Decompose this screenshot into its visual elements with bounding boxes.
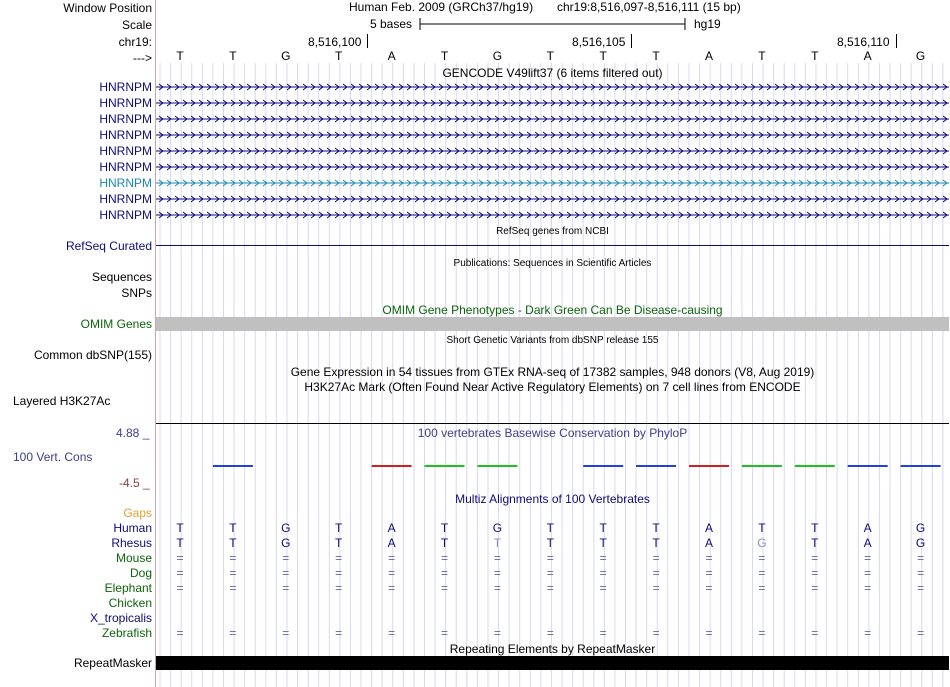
gencode-item-track[interactable] xyxy=(156,81,950,93)
conservation-glyph xyxy=(689,465,729,467)
refseq-label[interactable]: RefSeq Curated xyxy=(65,239,152,253)
conservation-glyph xyxy=(901,465,941,467)
alignment-cell: T xyxy=(652,521,660,535)
alignment-cell: G xyxy=(492,521,503,535)
alignment-cell: = xyxy=(599,626,607,640)
species-label[interactable]: Mouse xyxy=(115,551,152,565)
conservation-glyph xyxy=(583,465,623,467)
alignment-cell: = xyxy=(917,566,925,580)
scale-text: 5 bases xyxy=(370,17,413,31)
gencode-item-track[interactable] xyxy=(156,97,950,109)
alignment-cell: = xyxy=(493,581,501,595)
alignment-cell: = xyxy=(388,581,396,595)
alignment-cell: A xyxy=(387,536,396,550)
alignment-cell: T xyxy=(335,536,343,550)
alignment-cell: = xyxy=(599,581,607,595)
gencode-item-label[interactable]: HNRNPM xyxy=(99,208,152,222)
omim-track-title: OMIM Gene Phenotypes - Dark Green Can Be Disease-causing xyxy=(382,303,723,317)
base-letter: T xyxy=(229,49,237,63)
gencode-item-track[interactable] xyxy=(156,145,950,157)
omim-bar[interactable] xyxy=(156,317,949,331)
alignment-cell: = xyxy=(176,551,184,565)
alignment-cell: = xyxy=(546,581,554,595)
h3k27ac-track-title: H3K27Ac Mark (Often Found Near Active Regulatory Elements) on 7 cell lines from ENCODE xyxy=(304,380,801,394)
alignment-cell: = xyxy=(440,581,448,595)
ruler-tick-1: 8,516,100 xyxy=(308,35,362,49)
gencode-item-label[interactable]: HNRNPM xyxy=(99,176,152,190)
conservation-glyph xyxy=(372,465,412,467)
db-text: hg19 xyxy=(694,17,721,31)
base-letter: A xyxy=(387,49,396,63)
gencode-item-track[interactable] xyxy=(156,161,950,173)
base-letter: T xyxy=(652,49,660,63)
base-letter: G xyxy=(492,49,503,63)
base-letter: G xyxy=(281,49,291,63)
alignment-cell: = xyxy=(546,566,554,580)
alignment-cell: = xyxy=(811,626,819,640)
species-label[interactable]: Elephant xyxy=(104,581,152,595)
alignment-cell: = xyxy=(440,566,448,580)
alignment-cell: = xyxy=(811,551,819,565)
alignment-cell: T xyxy=(493,536,502,550)
alignment-cell: = xyxy=(335,551,343,565)
alignment-cell: G xyxy=(757,536,767,550)
alignment-cell: = xyxy=(546,551,554,565)
assembly-text: Human Feb. 2009 (GRCh37/hg19) xyxy=(349,0,534,14)
conservation-glyph xyxy=(477,465,517,467)
alignment-cell: = xyxy=(229,566,237,580)
dbsnp-label[interactable]: Common dbSNP(155) xyxy=(33,348,152,362)
alignment-cell: = xyxy=(811,581,819,595)
alignment-cell: = xyxy=(176,626,184,640)
conservation-max-label: 4.88 _ xyxy=(116,426,150,440)
alignment-cell: A xyxy=(387,521,396,535)
alignment-cell: = xyxy=(652,551,660,565)
conservation-glyph xyxy=(848,465,888,467)
gencode-item-label[interactable]: HNRNPM xyxy=(99,192,152,206)
refseq-gene-line[interactable] xyxy=(156,245,949,246)
alignment-cell: = xyxy=(440,626,448,640)
gencode-item-label[interactable]: HNRNPM xyxy=(99,128,152,142)
ruler-tick-3: 8,516,110 xyxy=(837,35,890,49)
window-position-label: Window Position xyxy=(63,1,152,15)
alignment-cell: = xyxy=(335,566,343,580)
alignment-cell: T xyxy=(546,521,554,535)
alignment-cell: = xyxy=(864,581,872,595)
alignment-cell: = xyxy=(493,566,501,580)
sequences-label[interactable]: Sequences xyxy=(91,270,152,284)
alignment-cell: = xyxy=(705,566,713,580)
base-letter: T xyxy=(176,49,184,63)
alignment-cell: = xyxy=(493,626,501,640)
alignment-cell: T xyxy=(176,521,184,535)
conservation-glyph xyxy=(213,465,253,467)
gtex-track-title: Gene Expression in 54 tissues from GTEx RNA-seq of 17382 samples, 948 donors (V8, Aug 2019) xyxy=(290,365,815,379)
snps-label[interactable]: SNPs xyxy=(121,286,152,300)
alignment-cell: = xyxy=(917,626,925,640)
alignment-cell: = xyxy=(705,581,713,595)
repeatmasker-bar[interactable] xyxy=(156,656,949,670)
h3k27ac-label[interactable]: Layered H3K27Ac xyxy=(13,394,111,408)
conservation-glyph xyxy=(742,465,782,467)
conservation-track-title: 100 vertebrates Basewise Conservation by PhyloP xyxy=(417,426,688,440)
gencode-item-track[interactable] xyxy=(156,129,950,141)
alignment-cell: = xyxy=(652,626,660,640)
alignment-cell: T xyxy=(546,536,554,550)
position-text[interactable]: chr19:8,516,097-8,516,111 (15 bp) xyxy=(557,0,741,14)
alignment-cell: A xyxy=(863,536,872,550)
gencode-item-track[interactable] xyxy=(156,113,950,125)
scale-bar xyxy=(419,17,687,31)
h3k27ac-baseline xyxy=(156,423,949,424)
base-letter: A xyxy=(863,49,872,63)
chrom-label: chr19: xyxy=(118,35,152,49)
conservation-glyph xyxy=(795,465,835,467)
scale-label: Scale xyxy=(121,18,152,32)
alignment-cell: = xyxy=(282,566,290,580)
alignment-cell: = xyxy=(229,581,237,595)
ruler-tick-mark-3 xyxy=(896,34,897,48)
omim-label[interactable]: OMIM Genes xyxy=(80,317,152,331)
repeatmasker-track-title: Repeating Elements by RepeatMasker xyxy=(449,642,656,656)
dbsnp-track-title: Short Genetic Variants from dbSNP release 155 xyxy=(446,335,659,346)
alignment-cell: G xyxy=(915,536,926,550)
alignment-cell: T xyxy=(229,536,237,550)
species-label[interactable]: Dog xyxy=(129,566,152,580)
gencode-item-label[interactable]: HNRNPM xyxy=(99,144,152,158)
gencode-item-track[interactable] xyxy=(156,193,950,205)
ruler-tick-mark-2 xyxy=(631,34,632,48)
alignment-cell: = xyxy=(176,581,184,595)
alignment-cell: = xyxy=(864,566,872,580)
alignment-cell: T xyxy=(229,521,237,535)
alignment-cell: = xyxy=(705,626,713,640)
alignment-cell: G xyxy=(915,521,926,535)
gencode-track-title: GENCODE V49lift37 (6 items filtered out) xyxy=(442,66,663,80)
base-letter: T xyxy=(440,49,449,63)
base-letter: T xyxy=(599,49,607,63)
alignment-cell: T xyxy=(811,536,819,550)
alignment-cell: = xyxy=(652,581,660,595)
alignment-cell: G xyxy=(281,521,291,535)
gencode-item-label[interactable]: HNRNPM xyxy=(99,160,152,174)
alignment-cell: = xyxy=(335,581,343,595)
base-letter: T xyxy=(758,49,766,63)
base-letter: G xyxy=(915,49,926,63)
alignment-cell: = xyxy=(917,551,925,565)
alignment-cell: = xyxy=(388,626,396,640)
alignment-cell: = xyxy=(864,551,872,565)
alignment-cell: = xyxy=(758,581,766,595)
gencode-item-track[interactable] xyxy=(156,209,950,221)
alignment-cell: = xyxy=(811,566,819,580)
alignment-cell: = xyxy=(758,626,766,640)
alignment-cell: = xyxy=(758,551,766,565)
species-label[interactable]: Zebrafish xyxy=(101,626,152,640)
alignment-cell: = xyxy=(546,626,554,640)
base-letter: T xyxy=(811,49,819,63)
alignment-cell: T xyxy=(599,521,607,535)
conservation-glyph xyxy=(425,465,465,467)
conservation-min-label: -4.5 _ xyxy=(119,476,150,490)
alignment-cell: = xyxy=(282,626,290,640)
base-sequence xyxy=(0,49,950,63)
alignment-cell: T xyxy=(440,521,449,535)
alignment-cell: = xyxy=(493,551,501,565)
alignment-cell: A xyxy=(704,521,713,535)
alignment-cell: T xyxy=(652,536,660,550)
conservation-glyph xyxy=(636,465,676,467)
strand-label: ---> xyxy=(133,51,152,65)
base-letter: T xyxy=(546,49,554,63)
species-label[interactable]: Rhesus xyxy=(111,536,152,550)
alignment-cell: A xyxy=(704,536,713,550)
alignment-cell: T xyxy=(599,536,607,550)
base-letter: T xyxy=(335,49,343,63)
publications-track-title: Publications: Sequences in Scientific Articles xyxy=(453,258,652,269)
alignment-cell: = xyxy=(758,566,766,580)
repeatmasker-label[interactable]: RepeatMasker xyxy=(73,656,152,670)
alignment-cell: = xyxy=(282,581,290,595)
alignment-cell: T xyxy=(811,521,819,535)
alignment-cell: = xyxy=(599,566,607,580)
species-label[interactable]: X_tropicalis xyxy=(89,611,152,625)
alignment-cell: = xyxy=(705,551,713,565)
alignment-cell: A xyxy=(863,521,872,535)
gencode-item-track[interactable] xyxy=(156,177,950,189)
alignment-cell: T xyxy=(335,521,343,535)
refseq-track-title: RefSeq genes from NCBI xyxy=(496,226,609,237)
gaps-label[interactable]: Gaps xyxy=(123,506,152,520)
alignment-cell: T xyxy=(176,536,184,550)
gencode-item-label[interactable]: HNRNPM xyxy=(99,80,152,94)
alignment-cell: = xyxy=(282,551,290,565)
alignment-cell: = xyxy=(388,551,396,565)
multiz-track-title: Multiz Alignments of 100 Vertebrates xyxy=(455,492,650,506)
species-label[interactable]: Human xyxy=(113,521,152,535)
alignment-cell: = xyxy=(176,566,184,580)
ruler-tick-mark-1 xyxy=(367,34,368,48)
alignment-cell: = xyxy=(388,566,396,580)
alignment-cell: = xyxy=(917,581,925,595)
alignment-cell: = xyxy=(440,551,448,565)
alignment-cell: T xyxy=(758,521,766,535)
base-letter: A xyxy=(704,49,713,63)
alignment-cell: T xyxy=(440,536,449,550)
alignment-cell: = xyxy=(864,626,872,640)
gencode-item-label[interactable]: HNRNPM xyxy=(99,96,152,110)
species-label[interactable]: Chicken xyxy=(108,596,152,610)
conservation-glyphs xyxy=(156,455,950,485)
conservation-label[interactable]: 100 Vert. Cons xyxy=(13,450,93,464)
alignment-cell: = xyxy=(599,551,607,565)
ruler-tick-2: 8,516,105 xyxy=(572,35,626,49)
alignment-cell: = xyxy=(335,626,343,640)
alignment-cell: G xyxy=(281,536,291,550)
alignment-cell: = xyxy=(652,566,660,580)
alignment-cell: = xyxy=(229,626,237,640)
gencode-item-label[interactable]: HNRNPM xyxy=(99,112,152,126)
alignment-cell: = xyxy=(229,551,237,565)
